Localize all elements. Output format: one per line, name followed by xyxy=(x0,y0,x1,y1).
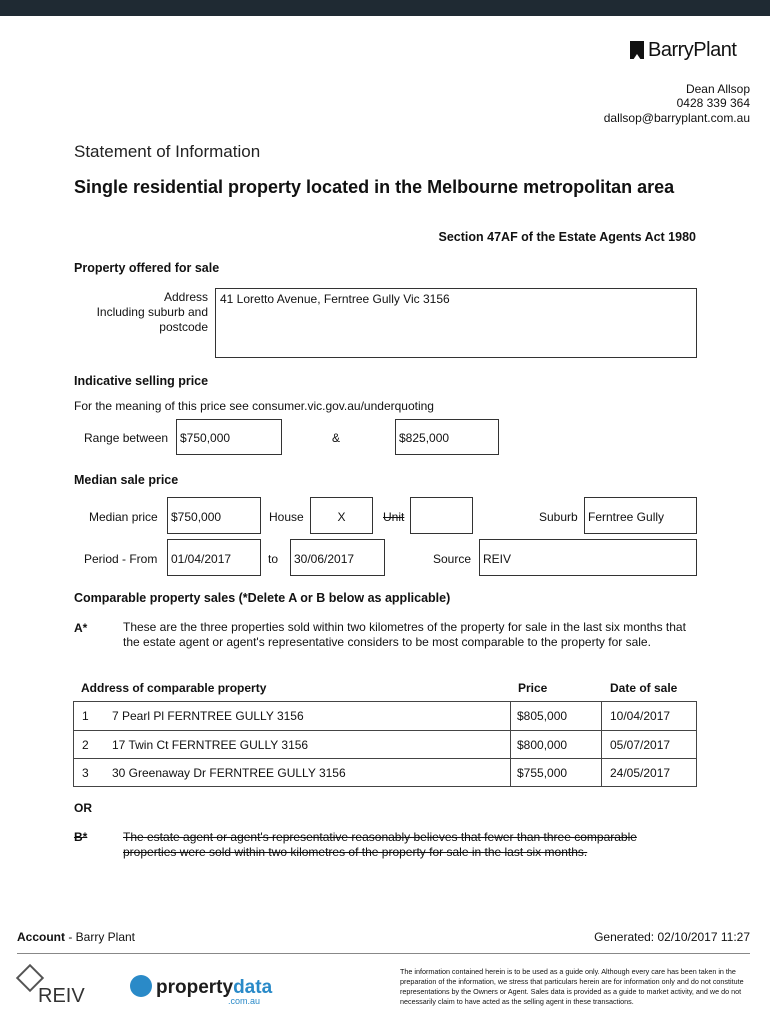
range-and-symbol: & xyxy=(332,431,341,445)
median-heading: Median sale price xyxy=(74,473,179,487)
unit-label: Unit xyxy=(383,510,405,524)
period-to-label: to xyxy=(268,552,279,566)
suburb-label: Suburb xyxy=(539,510,578,524)
option-a-marker: A* xyxy=(74,621,88,635)
propertydata-globe-icon xyxy=(130,975,152,997)
house-label: House xyxy=(269,510,304,524)
option-b-text-line2: properties were sold within two kilometres of the property for sale in the last six months. xyxy=(123,845,588,859)
address-field: 41 Loretto Avenue, Ferntree Gully Vic 3156 xyxy=(215,288,697,358)
statement-title: Statement of Information xyxy=(74,142,261,161)
suburb-field: Ferntree Gully xyxy=(584,497,697,534)
indicative-heading: Indicative selling price xyxy=(74,374,209,388)
section-reference: Section 47AF of the Estate Agents Act 1980 xyxy=(438,230,696,244)
house-field: X xyxy=(310,497,373,534)
row-address: 17 Twin Ct FERNTREE GULLY 3156 xyxy=(112,738,309,752)
disclaimer-text: The information contained herein is to be used as a guide only. Although every care has been taken in the preparation of the information, we stress that particulars herein are for information only and do not constitute representations by the Owners or Agent. Sales data is provided as a guide to market activity, and we do not necessarily claim to have acted as the selling agent in these transactions. xyxy=(400,967,744,1006)
reiv-logo: REIV xyxy=(38,985,85,1007)
comparable-table xyxy=(73,701,697,787)
main-title: Single residential property located in the Melbourne metropolitan area xyxy=(74,177,675,197)
row-number: 2 xyxy=(82,738,89,752)
row-price: $805,000 xyxy=(517,709,568,723)
period-from-field: 01/04/2017 xyxy=(167,539,261,576)
table-rule xyxy=(73,758,697,759)
address-label-postcode: postcode xyxy=(159,320,208,334)
row-number: 1 xyxy=(82,709,89,723)
option-b-marker: B* xyxy=(74,830,88,844)
barry-plant-mark-icon xyxy=(630,41,644,59)
barry-plant-logo xyxy=(630,38,736,62)
address-label: Address xyxy=(163,290,208,304)
account-value: - Barry Plant xyxy=(65,930,136,944)
source-label: Source xyxy=(433,552,472,566)
row-number: 3 xyxy=(82,766,89,780)
table-divider xyxy=(601,701,602,787)
propertydata-logo-sub: .com.au xyxy=(228,996,261,1006)
row-date: 10/04/2017 xyxy=(610,709,671,723)
period-to-field: 30/06/2017 xyxy=(290,539,385,576)
median-price-label: Median price xyxy=(89,510,158,524)
table-divider xyxy=(510,701,511,787)
underquoting-note: For the meaning of this price see consumer.vic.gov.au/underquoting xyxy=(74,399,434,413)
table-rule xyxy=(73,730,697,731)
generated-timestamp: Generated: 02/10/2017 11:27 xyxy=(594,930,750,944)
agent-email: dallsop@barryplant.com.au xyxy=(603,111,750,125)
comparable-heading: Comparable property sales (*Delete A or B below as applicable) xyxy=(74,591,451,605)
table-rule xyxy=(73,786,697,787)
col-date-header: Date of sale xyxy=(610,681,678,695)
account-line xyxy=(17,930,135,944)
source-field: REIV xyxy=(479,539,697,576)
brand-name: BarryPlant xyxy=(648,38,737,61)
address-label-suburb: Including suburb and xyxy=(96,305,208,319)
col-price-header: Price xyxy=(518,681,548,695)
footer-rule xyxy=(17,953,750,954)
range-high-field: $825,000 xyxy=(395,419,499,455)
range-low-field: $750,000 xyxy=(176,419,282,455)
row-date: 24/05/2017 xyxy=(610,766,671,780)
propertydata-logo-main: property xyxy=(156,977,234,998)
row-address: 30 Greenaway Dr FERNTREE GULLY 3156 xyxy=(112,766,346,780)
agent-name: Dean Allsop xyxy=(685,82,750,96)
account-label: Account xyxy=(17,930,65,944)
row-price: $800,000 xyxy=(517,738,568,752)
table-rule xyxy=(73,701,697,702)
table-divider xyxy=(73,701,74,787)
row-price: $755,000 xyxy=(517,766,568,780)
option-a-text: These are the three properties sold within two kilometres of the property for sale in the last six months that the estate agent or agent's representative considers to be most comparable to the property for sale. xyxy=(123,620,686,649)
agent-phone: 0428 339 364 xyxy=(676,96,750,110)
property-heading: Property offered for sale xyxy=(74,261,220,275)
period-from-label: Period - From xyxy=(84,552,158,566)
median-price-field: $750,000 xyxy=(167,497,261,534)
range-label: Range between xyxy=(84,431,169,445)
or-label: OR xyxy=(74,801,92,815)
col-address-header: Address of comparable property xyxy=(81,681,267,695)
row-date: 05/07/2017 xyxy=(610,738,671,752)
row-address: 7 Pearl Pl FERNTREE GULLY 3156 xyxy=(112,709,304,723)
propertydata-logo-accent: data xyxy=(233,977,273,998)
top-bar xyxy=(0,0,770,16)
table-divider xyxy=(696,701,697,787)
option-b-text-line1: The estate agent or agent's representative reasonably believes that fewer than three comparable xyxy=(123,830,637,844)
reiv-icon xyxy=(20,968,40,988)
unit-field xyxy=(410,497,473,534)
